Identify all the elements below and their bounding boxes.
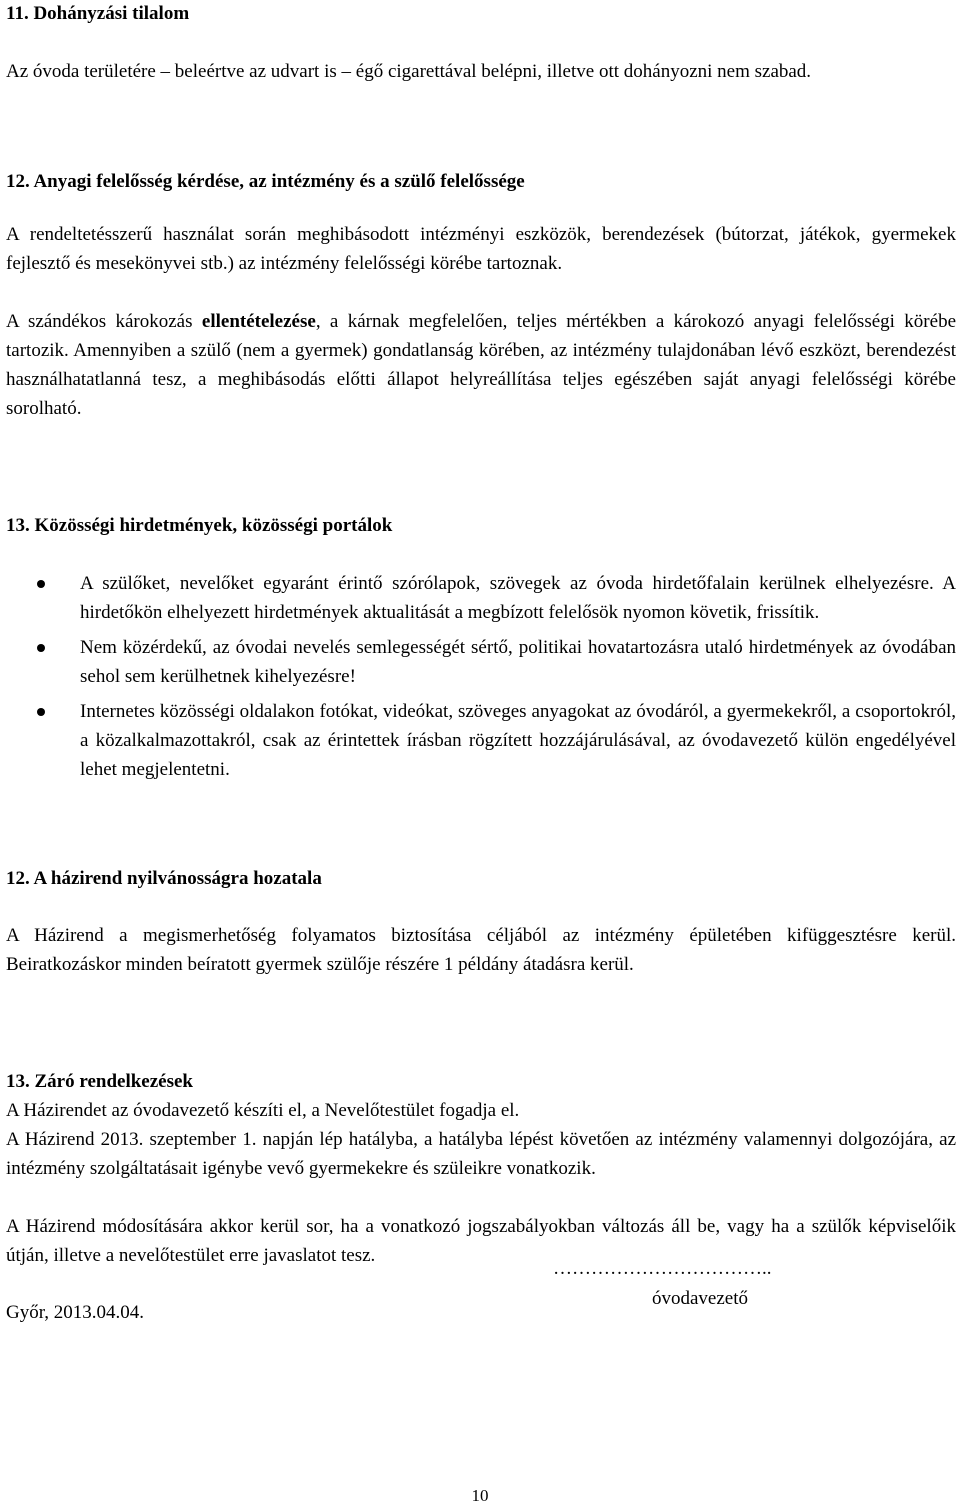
section-12-paragraph-1: A rendeltetésszerű használat során meghibásodott intézményi eszközök, berendezések (bútorzat, játékok, gyermekek fejlesztő és mesekönyvei stb.) az intézmény felelősségi körébe tartoznak. xyxy=(6,224,956,274)
section-13-heading: 13. Közösségi hirdetmények, közösségi portálok xyxy=(6,515,393,536)
bullet-item-2 xyxy=(6,633,956,691)
bullet-text: A szülőket, nevelőket egyaránt érintő szórólapok, szövegek az óvoda hirdetőfalain kerülnek elhelyezésre. A hirdetőkön elhelyezett hirdetmények aktualitását a megbízott felelősök nyomon követik, frissítik. xyxy=(80,573,956,623)
p2-text-after: , a kárnak megfelelően, teljes mértékben a károkozó anyagi felelősségi körébe tartozik. Amennyiben a szülő (nem a gyermek) gondatlanság körében, az intézmény tulajdonában lévő eszközt, berendezést használhatatlanná tesz, a meghibásodás előtti állapot helyreállítása teljes egészében saját anyagi felelősségi körébe sorolható. xyxy=(6,311,956,419)
p2-text-before: A szándékos károkozás xyxy=(6,311,202,332)
bullet-item-3 xyxy=(6,697,956,784)
section-11-heading: 11. Dohányzási tilalom xyxy=(6,3,190,24)
page-number: 10 xyxy=(471,1486,489,1505)
notice-bullet-list xyxy=(6,569,956,790)
section-12-paragraph-2 xyxy=(6,307,956,423)
closing-line-1: A Házirendet az óvodavezető készíti el, a Nevelőtestület fogadja el. xyxy=(6,1100,520,1121)
section-12b-text: A Házirend a megismerhetőség folyamatos biztosítása céljából az intézmény épületében kifüggesztésre kerül. Beiratkozáskor minden beíratott gyermek szülője részére 1 példány átadásra kerül. xyxy=(6,925,956,975)
bullet-item-1 xyxy=(6,569,956,627)
signature-line: …………………………….. xyxy=(553,1258,772,1279)
bullet-icon xyxy=(37,580,45,588)
place-date: Győr, 2013.04.04. xyxy=(6,1302,145,1323)
section-12-heading: 12. Anyagi felelősség kérdése, az intézmény és a szülő felelőssége xyxy=(6,171,525,192)
closing-line-3: A Házirend módosítására akkor kerül sor, ha a vonatkozó jogszabályokban változás áll be, vagy ha a szülők képviselőik útján, illetve a nevelőtestület erre javaslatot tesz. xyxy=(6,1216,956,1266)
bullet-icon xyxy=(37,644,45,652)
p2-bold-word: ellentételezése xyxy=(201,311,316,332)
bullet-icon xyxy=(37,708,45,716)
section-12b-heading: 12. A házirend nyilvánosságra hozatala xyxy=(6,868,322,889)
bullet-text: Nem közérdekű, az óvodai nevelés semlegességét sértő, politikai hovatartozásra utaló hirdetmények az óvodában sehol sem kerülhetnek kihelyezésre! xyxy=(80,637,956,687)
section-13b-heading: 13. Záró rendelkezések xyxy=(6,1071,193,1092)
closing-line-2: A Házirend 2013. szeptember 1. napján lép hatályba, a hatályba lépést követően az intézmény valamennyi dolgozójára, az intézmény szolgáltatásait igénybe vevő gyermekekre és szüleikre vonatkozik. xyxy=(6,1129,956,1179)
signature-label: óvodavezető xyxy=(652,1288,749,1309)
section-11-text: Az óvoda területére – beleértve az udvart is – égő cigarettával belépni, illetve ott dohányozni nem szabad. xyxy=(6,61,812,82)
bullet-text: Internetes közösségi oldalakon fotókat, videókat, szöveges anyagokat az óvodáról, a gyermekekről, a csoportokról, a közalkalmazottakról, csak az érintettek írásban rögzített hozzájárulásával, az óvodavezető külön engedélyével lehet megjelentetni. xyxy=(80,701,956,780)
